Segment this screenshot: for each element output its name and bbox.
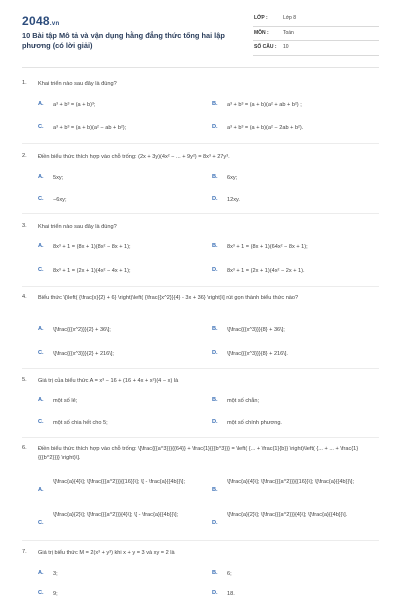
option-letter: B. [212,101,218,107]
option-letter: D. [212,350,218,356]
question-divider [22,437,379,438]
option-letter: B. [212,487,218,493]
option-b[interactable]: a³ + b³ = (a + b)(a² + ab + b²) ; [227,102,302,108]
option-letter: B. [212,397,218,403]
question-text: Khai triển nào sau đây là đúng? [38,224,117,230]
option-c[interactable]: \[\frac{a}{2}\]; \[\frac{{{a^2}}}{4}\]; \[ - \frac{a}{{4b}}\]; [53,512,179,518]
question-text: Điền biểu thức thích hợp vào chỗ trống: \[\frac{{{a^3}}}{{64}} + \frac{1}{{{b^3}}} = \left( {... + \frac{1}{b}} \right)\left( {... + ... + \frac{1}{{{b^2}}}} \right)\]. [38,446,359,461]
option-b[interactable]: một số chẵn; [227,398,260,404]
option-a[interactable]: 3; [53,571,58,577]
option-a[interactable]: một số lẻ; [53,398,78,404]
question-number: 3. [22,223,27,229]
option-b[interactable]: \[\frac{a}{4}\]; \[\frac{{{a^2}}}{{16}}\]; \[\frac{a}{{4b}}\]; [227,479,355,485]
question-divider [22,213,379,214]
option-letter: A. [38,101,44,107]
question-divider [22,286,379,287]
question-text: Khai triển nào sau đây là đúng? [38,81,117,87]
option-letter: D. [212,419,218,425]
option-letter: C. [38,590,44,596]
logo-tld: .vn [49,21,60,27]
meta-row-class [253,12,379,27]
option-a[interactable]: a³ + b³ = (a + b)³; [53,102,96,108]
option-letter: B. [212,326,218,332]
question-number: 4. [22,294,27,300]
question-number: 6. [22,445,27,451]
option-b[interactable]: \[\frac{{{x^3}}}{8} + 36\]; [227,327,285,333]
meta-label: MÔN : [254,29,269,36]
option-letter: A. [38,326,44,332]
question-text: Biểu thức \[\left( {\frac{x}{2} + 6} \right)\left( {\frac{{x^2}}{4} - 3x + 36} \right)\] rút gọn thành biểu thức nào? [38,295,299,301]
option-a[interactable]: 5xy; [53,175,64,181]
option-letter: D. [212,590,218,596]
site-logo[interactable] [22,14,59,28]
option-a[interactable]: 8x³ + 1 = (8x + 1)(8x² − 8x + 1); [53,244,131,250]
option-d[interactable]: 12xy. [227,197,240,203]
header-divider [22,67,379,68]
option-letter: B. [212,570,218,576]
meta-row-count [253,41,379,56]
option-a[interactable]: \[\frac{{{x^2}}}{2} + 36\]; [53,327,111,333]
option-c[interactable]: −6xy; [53,197,67,203]
option-d[interactable]: 8x³ + 1 = (2x + 1)(4x² − 2x + 1). [227,268,305,274]
option-letter: C. [38,350,44,356]
option-b[interactable]: 8x³ + 1 = (8x + 1)(64x² − 8x + 1); [227,244,308,250]
option-d[interactable]: 18. [227,591,235,597]
meta-row-subject [253,27,379,42]
option-letter: C. [38,419,44,425]
meta-table [253,12,379,56]
option-letter: B. [212,243,218,249]
option-d[interactable]: \[\frac{{{x^3}}}{8} + 216\]. [227,351,288,357]
option-c[interactable]: 9; [53,591,58,597]
option-letter: C. [38,267,44,273]
option-c[interactable]: một số chia hết cho 5; [53,420,108,426]
option-letter: D. [212,196,218,202]
option-d[interactable]: một số chính phương. [227,420,282,426]
question-number: 1. [22,80,27,86]
document-title: 10 Bài tập Mô tả và vận dụng hằng đẳng thức tổng hai lập phương (có lời giải) [22,31,225,50]
option-letter: D. [212,520,218,526]
option-a[interactable]: \[\frac{a}{4}\]; \[\frac{{{a^2}}}{{16}}\]; \[ - \frac{a}{{4b}}\]; [53,479,186,485]
option-c[interactable]: 8x³ + 1 = (2x + 1)(4x² − 4x + 1); [53,268,131,274]
question-number: 5. [22,377,27,383]
option-letter: A. [38,243,44,249]
meta-value: 10 [283,44,289,50]
question-divider [22,143,379,144]
option-b[interactable]: 6; [227,571,232,577]
option-b[interactable]: 6xy; [227,175,238,181]
option-letter: A. [38,174,44,180]
option-d[interactable]: a³ + b³ = (a + b)(a² − 2ab + b²). [227,125,304,131]
question-text: Điền biểu thức thích hợp vào chỗ trống: (2x + 3y)(4x² − ... + 9y²) = 8x³ + 27y³. [38,154,230,160]
option-letter: B. [212,174,218,180]
meta-value: Lớp 8 [283,15,297,21]
option-letter: A. [38,397,44,403]
question-number: 7. [22,549,27,555]
option-c[interactable]: a³ + b³ = (a + b)(a² − ab + b²); [53,125,127,131]
question-text: Giá trị biểu thức M = 2(x³ + y³) khi x + y = 3 và xy = 2 là [38,550,175,556]
option-letter: D. [212,124,218,130]
question-divider [22,540,379,541]
document-header [0,0,400,70]
meta-label: LỚP : [254,15,268,21]
option-c[interactable]: \[\frac{{{x^3}}}{2} + 216\]; [53,351,114,357]
option-d[interactable]: \[\frac{a}{2}\]; \[\frac{{{a^2}}}{4}\]; \[\frac{a}{{4b}}\]. [227,512,348,518]
option-letter: C. [38,124,44,130]
logo-main: 2048 [22,14,50,28]
option-letter: D. [212,267,218,273]
option-letter: A. [38,570,44,576]
meta-value: Toán [283,29,294,36]
question-text: Giá trị của biểu thức A = x³ − 16 + (16 + 4x + x²)(4 − x) là [38,378,179,384]
question-number: 2. [22,153,27,159]
option-letter: C. [38,520,44,526]
option-letter: C. [38,196,44,202]
question-divider [22,368,379,369]
meta-label: SỐ CÂU : [254,44,277,50]
option-letter: A. [38,487,44,493]
